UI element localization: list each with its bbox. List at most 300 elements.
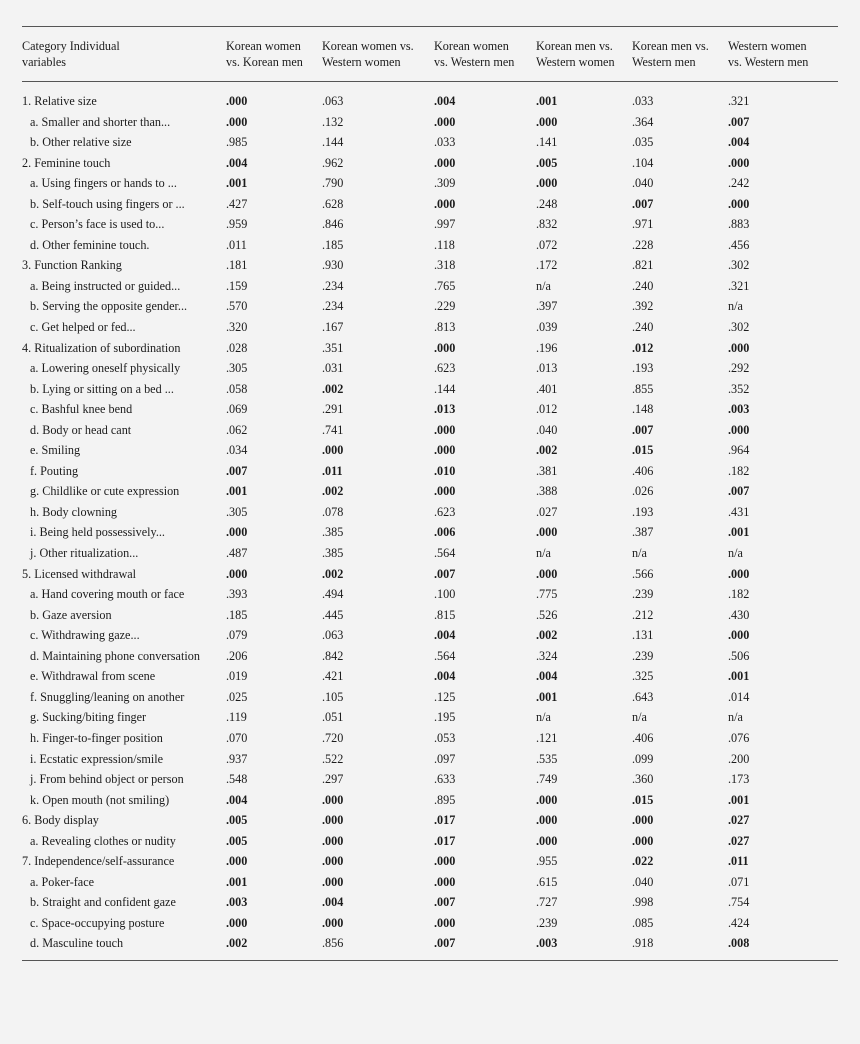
p-value-cell: .360 xyxy=(632,772,654,787)
p-value-cell: .000 xyxy=(728,422,750,437)
p-value-cell: n/a xyxy=(536,546,551,561)
p-value-cell: .001 xyxy=(728,669,750,684)
row-label: c. Get helped or fed... xyxy=(30,320,136,335)
category-row xyxy=(22,82,838,112)
p-value-cell: .000 xyxy=(322,792,344,807)
p-value-cell: .239 xyxy=(632,648,654,663)
p-value-cell: .494 xyxy=(322,587,344,602)
row-label: 7. Independence/self-assurance xyxy=(22,854,175,869)
p-value-cell: .000 xyxy=(322,854,344,869)
p-value-cell: .000 xyxy=(728,566,750,581)
p-value-cell: .522 xyxy=(322,751,344,766)
table-row xyxy=(22,687,838,708)
p-value-cell: .385 xyxy=(322,546,344,561)
p-value-cell: .000 xyxy=(434,196,456,211)
table-row xyxy=(22,584,838,605)
p-value-cell: .239 xyxy=(536,915,558,930)
p-value-cell: .846 xyxy=(322,217,344,232)
table-bottom-rule xyxy=(22,954,838,961)
p-value-cell: .430 xyxy=(728,607,750,622)
p-value-cell: .001 xyxy=(226,176,248,191)
p-value-cell: .239 xyxy=(632,587,654,602)
p-value-cell: .167 xyxy=(322,320,344,335)
row-label: k. Open mouth (not smiling) xyxy=(30,792,170,807)
p-value-cell: .004 xyxy=(728,135,750,150)
p-value-cell: .548 xyxy=(226,772,248,787)
header-line: variables xyxy=(22,55,66,69)
p-value-cell: .011 xyxy=(322,463,343,478)
p-value-cell: .025 xyxy=(226,689,248,704)
p-value-cell: .351 xyxy=(322,340,344,355)
p-value-cell: .292 xyxy=(728,361,750,376)
p-value-cell: .320 xyxy=(226,320,248,335)
p-value-cell: .008 xyxy=(728,936,750,951)
table-row xyxy=(22,214,838,235)
p-value-cell: .971 xyxy=(632,217,654,232)
p-value-cell: .206 xyxy=(226,648,248,663)
header-line: Korean men vs. xyxy=(632,39,709,53)
p-value-cell: .200 xyxy=(728,751,750,766)
p-value-cell: .159 xyxy=(226,278,248,293)
p-value-cell: .040 xyxy=(632,176,654,191)
p-value-cell: .506 xyxy=(728,648,750,663)
p-value-cell: .302 xyxy=(728,320,750,335)
p-value-cell: .033 xyxy=(434,135,456,150)
row-label: 5. Licensed withdrawal xyxy=(22,566,137,581)
p-value-cell: .000 xyxy=(434,340,456,355)
p-value-cell: .000 xyxy=(536,813,558,828)
p-value-cell: .431 xyxy=(728,504,750,519)
p-value-cell: .364 xyxy=(632,114,654,129)
p-value-cell: .173 xyxy=(728,772,750,787)
p-value-cell: .099 xyxy=(632,751,654,766)
table-row xyxy=(22,646,838,667)
p-value-cell: .937 xyxy=(226,751,248,766)
p-value-cell: .004 xyxy=(434,669,456,684)
p-value-cell: .004 xyxy=(226,792,248,807)
p-value-cell: .193 xyxy=(632,361,654,376)
table-row xyxy=(22,728,838,749)
p-value-cell: .072 xyxy=(536,237,558,252)
p-value-cell: .856 xyxy=(322,936,344,951)
p-value-cell: .007 xyxy=(434,936,456,951)
p-value-cell: .007 xyxy=(728,484,750,499)
header-line: Western women xyxy=(536,55,615,69)
p-value-cell: .962 xyxy=(322,155,344,170)
p-value-cell: .487 xyxy=(226,546,248,561)
row-label: c. Withdrawing gaze... xyxy=(30,628,140,643)
p-value-cell: .998 xyxy=(632,895,654,910)
p-value-cell: .196 xyxy=(536,340,558,355)
table-row xyxy=(22,522,838,543)
p-value-cell: .000 xyxy=(434,484,456,499)
table-row xyxy=(22,872,838,893)
p-value-cell: .015 xyxy=(632,443,654,458)
p-value-cell: .003 xyxy=(226,895,248,910)
p-value-cell: .035 xyxy=(632,135,654,150)
row-label: c. Person’s face is used to... xyxy=(30,217,165,232)
p-value-cell: .034 xyxy=(226,443,248,458)
p-value-cell: .004 xyxy=(536,669,558,684)
table-row xyxy=(22,605,838,626)
p-value-cell: .421 xyxy=(322,669,344,684)
category-row xyxy=(22,338,838,359)
p-value-cell: .297 xyxy=(322,772,344,787)
p-value-cell: n/a xyxy=(536,278,551,293)
p-value-cell: .445 xyxy=(322,607,344,622)
results-table-container xyxy=(22,26,838,961)
p-value-cell: .182 xyxy=(728,463,750,478)
row-label: a. Hand covering mouth or face xyxy=(30,587,185,602)
header-comparison-3 xyxy=(434,27,536,82)
p-value-cell: .039 xyxy=(536,320,558,335)
row-label: i. Ecstatic expression/smile xyxy=(30,751,164,766)
table-row xyxy=(22,132,838,153)
table-row xyxy=(22,194,838,215)
p-value-cell: .185 xyxy=(226,607,248,622)
table-row xyxy=(22,276,838,297)
row-label: a. Revealing clothes or nudity xyxy=(30,833,176,848)
p-value-cell: .000 xyxy=(434,443,456,458)
p-value-cell: .566 xyxy=(632,566,654,581)
p-value-cell: .930 xyxy=(322,258,344,273)
row-label: g. Childlike or cute expression xyxy=(30,484,180,499)
row-label: 3. Function Ranking xyxy=(22,258,122,273)
p-value-cell: .387 xyxy=(632,525,654,540)
p-value-cell: .000 xyxy=(226,854,248,869)
p-value-cell: .001 xyxy=(226,484,248,499)
header-line: vs. Korean men xyxy=(226,55,303,69)
p-value-cell: .069 xyxy=(226,402,248,417)
header-line: Korean women xyxy=(226,39,301,53)
row-label: a. Using fingers or hands to ... xyxy=(30,176,177,191)
p-value-cell: n/a xyxy=(632,710,647,725)
p-value-cell: .352 xyxy=(728,381,750,396)
table-row xyxy=(22,913,838,934)
p-value-cell: .741 xyxy=(322,422,344,437)
row-label: a. Smaller and shorter than... xyxy=(30,114,171,129)
header-line: Western women xyxy=(728,39,807,53)
p-value-cell: .000 xyxy=(632,813,654,828)
p-value-cell: .079 xyxy=(226,628,248,643)
p-value-cell: .397 xyxy=(536,299,558,314)
header-comparison-4 xyxy=(536,27,632,82)
p-value-cell: .004 xyxy=(434,94,456,108)
table-row xyxy=(22,543,838,564)
p-value-cell: .070 xyxy=(226,730,248,745)
row-label: d. Maintaining phone conversation xyxy=(30,648,200,663)
p-value-cell: .385 xyxy=(322,525,344,540)
p-value-cell: .013 xyxy=(536,361,558,376)
p-value-cell: .997 xyxy=(434,217,456,232)
p-value-cell: .305 xyxy=(226,361,248,376)
row-label: d. Body or head cant xyxy=(30,422,132,437)
p-value-cell: .570 xyxy=(226,299,248,314)
p-value-cell: .535 xyxy=(536,751,558,766)
p-value-cell: .790 xyxy=(322,176,344,191)
p-value-cell: .019 xyxy=(226,669,248,684)
p-value-cell: .031 xyxy=(322,361,344,376)
row-label: b. Gaze aversion xyxy=(30,607,112,622)
p-value-cell: .955 xyxy=(536,854,558,869)
p-value-cell: .007 xyxy=(632,196,654,211)
p-value-cell: .842 xyxy=(322,648,344,663)
row-label: 6. Body display xyxy=(22,813,99,828)
p-value-cell: .427 xyxy=(226,196,248,211)
p-value-cell: .027 xyxy=(536,504,558,519)
p-value-cell: .118 xyxy=(434,237,455,252)
header-line: vs. Western men xyxy=(728,55,809,69)
row-label: f. Pouting xyxy=(30,463,79,478)
p-value-cell: .291 xyxy=(322,402,344,417)
p-value-cell: .005 xyxy=(226,833,248,848)
p-value-cell: .240 xyxy=(632,320,654,335)
p-value-cell: .100 xyxy=(434,587,456,602)
row-label: 4. Ritualization of subordination xyxy=(22,340,181,355)
p-value-cell: .010 xyxy=(434,463,456,478)
header-row xyxy=(22,27,838,82)
p-value-cell: .749 xyxy=(536,772,558,787)
table-row xyxy=(22,831,838,852)
p-value-cell: .959 xyxy=(226,217,248,232)
p-value-cell: .022 xyxy=(632,854,654,869)
p-value-cell: .033 xyxy=(632,94,654,108)
p-value-cell: .918 xyxy=(632,936,654,951)
p-value-cell: .305 xyxy=(226,504,248,519)
p-value-cell: .212 xyxy=(632,607,654,622)
table-row xyxy=(22,502,838,523)
p-value-cell: .007 xyxy=(434,895,456,910)
p-value-cell: .813 xyxy=(434,320,456,335)
p-value-cell: .003 xyxy=(536,936,558,951)
row-label: a. Being instructed or guided... xyxy=(30,278,181,293)
row-label: a. Poker-face xyxy=(30,874,95,889)
table-row xyxy=(22,481,838,502)
row-label: c. Bashful knee bend xyxy=(30,402,133,417)
p-value-cell: .004 xyxy=(434,628,456,643)
p-value-cell: .119 xyxy=(226,710,247,725)
row-label: 1. Relative size xyxy=(22,94,97,108)
p-value-cell: .182 xyxy=(728,587,750,602)
p-value-cell: .012 xyxy=(536,402,558,417)
p-value-cell: .321 xyxy=(728,278,750,293)
p-value-cell: .063 xyxy=(322,94,344,108)
table-row xyxy=(22,790,838,811)
p-value-cell: .964 xyxy=(728,443,750,458)
row-label: b. Straight and confident gaze xyxy=(30,895,176,910)
header-line: Category Individual xyxy=(22,39,120,53)
p-value-cell: .028 xyxy=(226,340,248,355)
p-value-cell: .185 xyxy=(322,237,344,252)
p-value-cell: .040 xyxy=(536,422,558,437)
p-value-cell: .012 xyxy=(632,340,654,355)
header-comparison-5 xyxy=(632,27,728,82)
p-value-cell: .125 xyxy=(434,689,456,704)
p-value-cell: .013 xyxy=(434,402,456,417)
table-row xyxy=(22,317,838,338)
table-row xyxy=(22,112,838,133)
p-value-cell: .615 xyxy=(536,874,558,889)
p-value-cell: .000 xyxy=(322,874,344,889)
row-label: d. Masculine touch xyxy=(30,936,124,951)
p-value-cell: .406 xyxy=(632,463,654,478)
row-label: d. Other feminine touch. xyxy=(30,237,150,252)
p-value-cell: .406 xyxy=(632,730,654,745)
p-value-cell: .754 xyxy=(728,895,750,910)
p-value-cell: .000 xyxy=(434,915,456,930)
p-value-cell: .401 xyxy=(536,381,558,396)
p-value-cell: .181 xyxy=(226,258,248,273)
p-value-cell: .141 xyxy=(536,135,558,150)
row-label: h. Body clowning xyxy=(30,504,118,519)
p-value-cell: .234 xyxy=(322,299,344,314)
p-value-cell: .017 xyxy=(434,833,456,848)
p-value-cell: .321 xyxy=(728,94,750,108)
p-value-cell: .097 xyxy=(434,751,456,766)
p-value-cell: .131 xyxy=(632,628,654,643)
p-value-cell: .623 xyxy=(434,504,456,519)
p-value-cell: .014 xyxy=(728,689,750,704)
p-value-cell: .002 xyxy=(226,936,248,951)
p-value-cell: .000 xyxy=(434,422,456,437)
p-value-table xyxy=(22,26,838,954)
p-value-cell: .000 xyxy=(434,854,456,869)
p-value-cell: .000 xyxy=(728,155,750,170)
table-row xyxy=(22,933,838,954)
p-value-cell: .063 xyxy=(322,628,344,643)
p-value-cell: .007 xyxy=(226,463,248,478)
p-value-cell: .895 xyxy=(434,792,456,807)
p-value-cell: .000 xyxy=(322,833,344,848)
row-label: g. Sucking/biting finger xyxy=(30,710,147,725)
p-value-cell: .633 xyxy=(434,772,456,787)
row-label: a. Lowering oneself physically xyxy=(30,361,181,376)
p-value-cell: .302 xyxy=(728,258,750,273)
p-value-cell: .144 xyxy=(322,135,344,150)
p-value-cell: .000 xyxy=(536,792,558,807)
table-row xyxy=(22,379,838,400)
p-value-cell: .381 xyxy=(536,463,558,478)
p-value-cell: .195 xyxy=(434,710,456,725)
row-label: e. Smiling xyxy=(30,443,81,458)
p-value-cell: .004 xyxy=(226,155,248,170)
table-row xyxy=(22,749,838,770)
p-value-cell: .883 xyxy=(728,217,750,232)
p-value-cell: .002 xyxy=(536,628,558,643)
p-value-cell: .001 xyxy=(226,874,248,889)
p-value-cell: n/a xyxy=(632,546,647,561)
table-row xyxy=(22,769,838,790)
p-value-cell: .026 xyxy=(632,484,654,499)
p-value-cell: n/a xyxy=(536,710,551,725)
table-row xyxy=(22,440,838,461)
header-line: Korean men vs. xyxy=(536,39,613,53)
category-row xyxy=(22,851,838,872)
table-row xyxy=(22,892,838,913)
p-value-cell: .121 xyxy=(536,730,558,745)
p-value-cell: .855 xyxy=(632,381,654,396)
p-value-cell: .248 xyxy=(536,196,558,211)
p-value-cell: .456 xyxy=(728,237,750,252)
row-label: b. Serving the opposite gender... xyxy=(30,299,188,314)
row-label: j. Other ritualization... xyxy=(30,546,139,561)
table-row xyxy=(22,707,838,728)
p-value-cell: .005 xyxy=(226,813,248,828)
p-value-cell: n/a xyxy=(728,710,743,725)
p-value-cell: .000 xyxy=(322,813,344,828)
header-line: vs. Western men xyxy=(434,55,515,69)
table-row xyxy=(22,461,838,482)
p-value-cell: .643 xyxy=(632,689,654,704)
p-value-cell: .078 xyxy=(322,504,344,519)
p-value-cell: .229 xyxy=(434,299,456,314)
p-value-cell: .015 xyxy=(632,792,654,807)
p-value-cell: .051 xyxy=(322,710,344,725)
p-value-cell: .228 xyxy=(632,237,654,252)
p-value-cell: .172 xyxy=(536,258,558,273)
p-value-cell: .002 xyxy=(322,381,344,396)
header-comparison-2 xyxy=(322,27,434,82)
p-value-cell: .000 xyxy=(728,628,750,643)
p-value-cell: .007 xyxy=(434,566,456,581)
p-value-cell: .325 xyxy=(632,669,654,684)
p-value-cell: .720 xyxy=(322,730,344,745)
table-row xyxy=(22,625,838,646)
header-comparison-1 xyxy=(226,27,322,82)
category-row xyxy=(22,564,838,585)
p-value-cell: .526 xyxy=(536,607,558,622)
p-value-cell: .003 xyxy=(728,402,750,417)
row-label: b. Self-touch using fingers or ... xyxy=(30,196,185,211)
p-value-cell: .000 xyxy=(536,114,558,129)
p-value-cell: .985 xyxy=(226,135,248,150)
p-value-cell: .002 xyxy=(536,443,558,458)
p-value-cell: .324 xyxy=(536,648,558,663)
p-value-cell: .001 xyxy=(728,792,750,807)
p-value-cell: .000 xyxy=(728,196,750,211)
table-row xyxy=(22,173,838,194)
p-value-cell: .000 xyxy=(226,114,248,129)
p-value-cell: .027 xyxy=(728,813,750,828)
p-value-cell: .071 xyxy=(728,874,750,889)
p-value-cell: .388 xyxy=(536,484,558,499)
table-row xyxy=(22,399,838,420)
row-label: c. Space-occupying posture xyxy=(30,915,165,930)
p-value-cell: .085 xyxy=(632,915,654,930)
table-row xyxy=(22,296,838,317)
p-value-cell: .628 xyxy=(322,196,344,211)
row-label: i. Being held possessively... xyxy=(30,525,165,540)
header-line: Western men xyxy=(632,55,696,69)
row-label: 2. Feminine touch xyxy=(22,155,111,170)
p-value-cell: .040 xyxy=(632,874,654,889)
p-value-cell: .309 xyxy=(434,176,456,191)
p-value-cell: .564 xyxy=(434,648,456,663)
header-line: Korean women vs. xyxy=(322,39,414,53)
p-value-cell: .392 xyxy=(632,299,654,314)
p-value-cell: .105 xyxy=(322,689,344,704)
p-value-cell: .000 xyxy=(322,915,344,930)
p-value-cell: .144 xyxy=(434,381,456,396)
p-value-cell: .000 xyxy=(536,833,558,848)
p-value-cell: .000 xyxy=(226,94,248,108)
row-label: f. Snuggling/leaning on another xyxy=(30,689,185,704)
p-value-cell: .062 xyxy=(226,422,248,437)
category-row xyxy=(22,153,838,174)
p-value-cell: .007 xyxy=(728,114,750,129)
p-value-cell: .000 xyxy=(536,525,558,540)
p-value-cell: .623 xyxy=(434,361,456,376)
